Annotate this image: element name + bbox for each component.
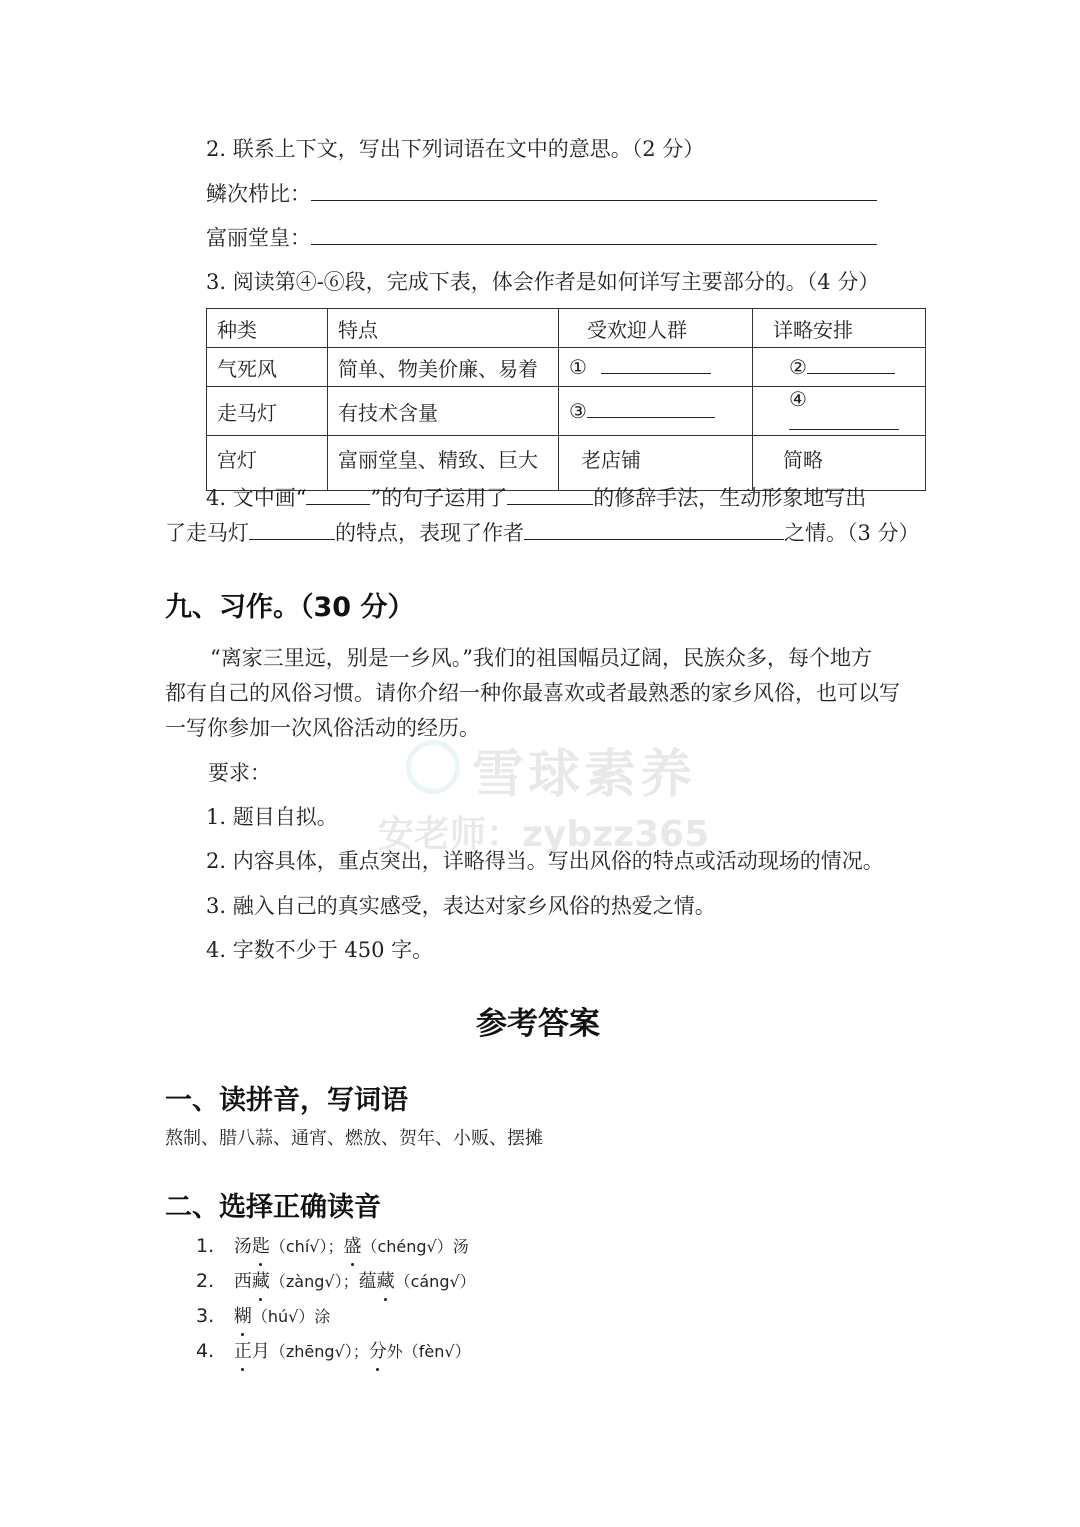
q4-part2: ”的句子运用了 [370, 486, 508, 510]
answers-sec2-heading: 二、选择正确读音 [165, 1192, 381, 1223]
requirement-item: 3. 融入自己的真实感受，表达对家乡风俗的热爱之情。 [206, 894, 716, 918]
pinyin: （zàng√）； [269, 1272, 359, 1291]
cell-kind: 走马灯 [207, 387, 328, 436]
q4-part1: 4. 文中画“ [206, 486, 307, 510]
cell-feature: 富丽堂皇、精致、巨大 [328, 436, 559, 491]
requirement-item: 4. 字数不少于 450 字。 [206, 938, 434, 962]
header-arrange: 详略安排 [753, 309, 926, 348]
answer-item-1 [196, 1233, 469, 1260]
q2-text: 2. 联系上下文，写出下列词语在文中的意思。（2 分） [206, 137, 705, 161]
cell-kind: 宫灯 [207, 436, 328, 491]
header-group: 受欢迎人群 [559, 309, 753, 348]
q4-part4: 了走马灯 [165, 521, 249, 545]
blank-marker: ① [569, 355, 587, 379]
dotted-char: 分 [369, 1339, 387, 1365]
dotted-char: 匙 [252, 1234, 270, 1260]
pinyin: （zhēng√）； [269, 1342, 369, 1361]
item-number: 4. [196, 1340, 215, 1362]
term2-label: 富丽堂皇： [206, 226, 311, 250]
cell-group: 老店铺 [559, 436, 753, 491]
pinyin: 外（fèn√） [386, 1342, 471, 1361]
q4-blank-feeling[interactable] [524, 517, 784, 540]
cell-feature: 有技术含量 [328, 387, 559, 436]
brand-logo-icon [406, 740, 460, 794]
cell-kind: 气死风 [207, 348, 328, 387]
requirement-item: 2. 内容具体，重点突出，详略得当。写出风俗的特点或活动现场的情况。 [206, 849, 884, 873]
answer-item-4 [196, 1338, 471, 1365]
item-number: 1. [196, 1235, 215, 1257]
q3-table [206, 308, 926, 491]
table-header-row [207, 309, 926, 348]
watermark-brand-text: 雪球素养 [472, 745, 697, 805]
header-kind: 种类 [207, 309, 328, 348]
answer-item-3 [196, 1303, 330, 1330]
section9-line2: 都有自己的风俗习惯。请你介绍一种你最喜欢或者最熟悉的家乡风俗，也可以写 [165, 681, 900, 705]
pinyin: （cáng√） [394, 1272, 476, 1291]
answer-item-2 [196, 1268, 476, 1295]
q4-part6: 之情。（3 分） [784, 521, 920, 545]
watermark-contact: 安老师：zybzz365 [378, 814, 710, 855]
cell-arrange[interactable] [753, 348, 926, 387]
answers-sec1-heading: 一、读拼音，写词语 [165, 1085, 408, 1116]
table-row [207, 387, 926, 436]
blank-marker: ④ [789, 387, 807, 411]
word: 汤 [233, 1236, 252, 1257]
section9-line3: 一写你参加一次风俗活动的经历。 [165, 716, 480, 740]
dotted-char: 藏 [252, 1269, 270, 1295]
pinyin: （chí√）； [269, 1237, 344, 1256]
pinyin: （hú√）涂 [251, 1307, 331, 1326]
word: 西 [233, 1271, 252, 1292]
q3-text: 3. 阅读第④-⑥段，完成下表，体会作者是如何详写主要部分的。（4 分） [206, 270, 880, 294]
word: 蕴 [358, 1271, 377, 1292]
dotted-char: 盛 [343, 1234, 361, 1260]
word: 月 [251, 1341, 270, 1362]
dotted-char: 藏 [377, 1269, 395, 1295]
q2-term1 [206, 178, 877, 209]
term1-blank[interactable] [311, 178, 877, 201]
cell-group[interactable] [559, 348, 753, 387]
cell-arrange: 简略 [753, 436, 926, 491]
watermark-brand [406, 732, 706, 805]
pinyin: （chéng√）汤 [361, 1237, 469, 1256]
blank-marker: ② [789, 355, 807, 379]
requirement-item: 1. 题目自拟。 [206, 805, 338, 829]
table-row [207, 348, 926, 387]
requirements-label: 要求： [208, 761, 271, 785]
q4-blank-rhetoric[interactable] [507, 482, 593, 505]
answers-sec1-text: 熬制、腊八蒜、通宵、燃放、贺年、小贩、摆摊 [165, 1128, 543, 1149]
q2-term2 [206, 222, 877, 253]
cell-arrange[interactable] [753, 387, 926, 436]
q4-line2 [165, 517, 920, 548]
q4-part3: 的修辞手法，生动形象地写出 [593, 486, 867, 510]
dotted-char: 糊 [234, 1304, 252, 1330]
dotted-char: 正 [234, 1339, 252, 1365]
header-feature: 特点 [328, 309, 559, 348]
q4-part5: 的特点，表现了作者 [335, 521, 524, 545]
item-number: 2. [196, 1270, 215, 1292]
cell-feature: 简单、物美价廉、易着 [328, 348, 559, 387]
term1-label: 鳞次栉比： [206, 182, 311, 206]
answers-title: 参考答案 [476, 1006, 600, 1042]
q4-line1 [206, 482, 866, 513]
q4-blank-feature[interactable] [249, 517, 335, 540]
cell-group[interactable] [559, 387, 753, 436]
q4-blank-sentence[interactable] [306, 482, 370, 505]
blank-marker: ③ [569, 399, 587, 423]
item-number: 3. [196, 1305, 215, 1327]
section9-line1: “离家三里远，别是一乡风。”我们的祖国幅员辽阔，民族众多，每个地方 [210, 646, 872, 670]
term2-blank[interactable] [311, 222, 877, 245]
section9-heading: 九、习作。（30 分） [165, 592, 415, 623]
